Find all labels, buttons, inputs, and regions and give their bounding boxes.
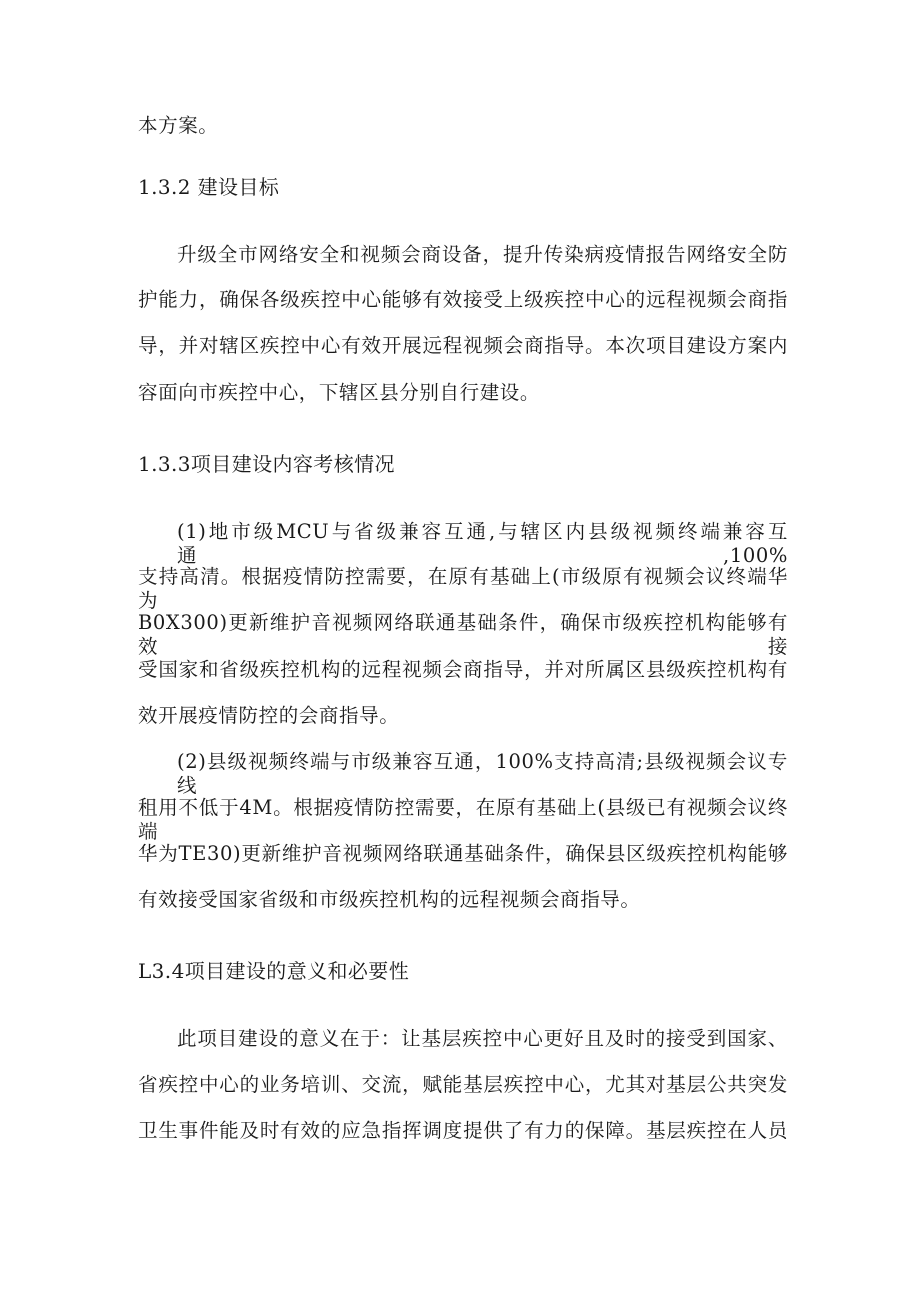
section-heading-1-3-4: L3.4项目建设的意义和必要性	[138, 959, 410, 983]
section-heading-1-3-2: 1.3.2 建设目标	[138, 175, 280, 199]
list-item-1-line: B0X300)更新维护音视频网络联通基础条件，确保市级疾控机构能够有效接	[138, 611, 788, 658]
list-item-1-line: (1)地市级MCU与省级兼容互通,与辖区内县级视频终端兼容互通,100%	[177, 520, 788, 567]
paragraph-line: 容面向市疾控中心，下辖区县分别自行建设。	[138, 381, 541, 404]
list-item-2-line: 华为TE30)更新维护音视频网络联通基础条件，确保县区级疾控机构能够	[138, 842, 788, 865]
list-item-2-line: 租用不低于4M。根据疫情防控需要，在原有基础上(县级已有视频会议终端	[138, 796, 788, 843]
intro-tail-text: 本方案。	[138, 114, 219, 137]
section-heading-1-3-3: 1.3.3项目建设内容考核情况	[138, 452, 395, 476]
paragraph-line: 护能力，确保各级疾控中心能够有效接受上级疾控中心的远程视频会商指	[138, 288, 788, 311]
list-item-1-line: 受国家和省级疾控机构的远程视频会商指导，并对所属区县级疾控机构有	[138, 658, 788, 681]
list-item-2-line: 有效接受国家省级和市级疾控机构的远程视频会商指导。	[138, 888, 641, 911]
list-item-1-line: 效开展疫情防控的会商指导。	[138, 704, 400, 727]
paragraph-line: 升级全市网络安全和视频会商设备，提升传染病疫情报告网络安全防	[177, 243, 788, 266]
paragraph-line: 卫生事件能及时有效的应急指挥调度提供了有力的保障。基层疾控在人员	[138, 1119, 788, 1142]
paragraph-line: 省疾控中心的业务培训、交流，赋能基层疾控中心，尤其对基层公共突发	[138, 1073, 788, 1096]
paragraph-line: 此项目建设的意义在于：让基层疾控中心更好且及时的接受到国家、	[177, 1027, 788, 1050]
list-item-2-line: (2)县级视频终端与市级兼容互通，100%支持高清;县级视频会议专线	[177, 750, 788, 797]
paragraph-line: 导，并对辖区疾控中心有效开展远程视频会商指导。本次项目建设方案内	[138, 334, 788, 357]
list-item-1-line: 支持高清。根据疫情防控需要，在原有基础上(市级原有视频会议终端华为	[138, 565, 788, 612]
